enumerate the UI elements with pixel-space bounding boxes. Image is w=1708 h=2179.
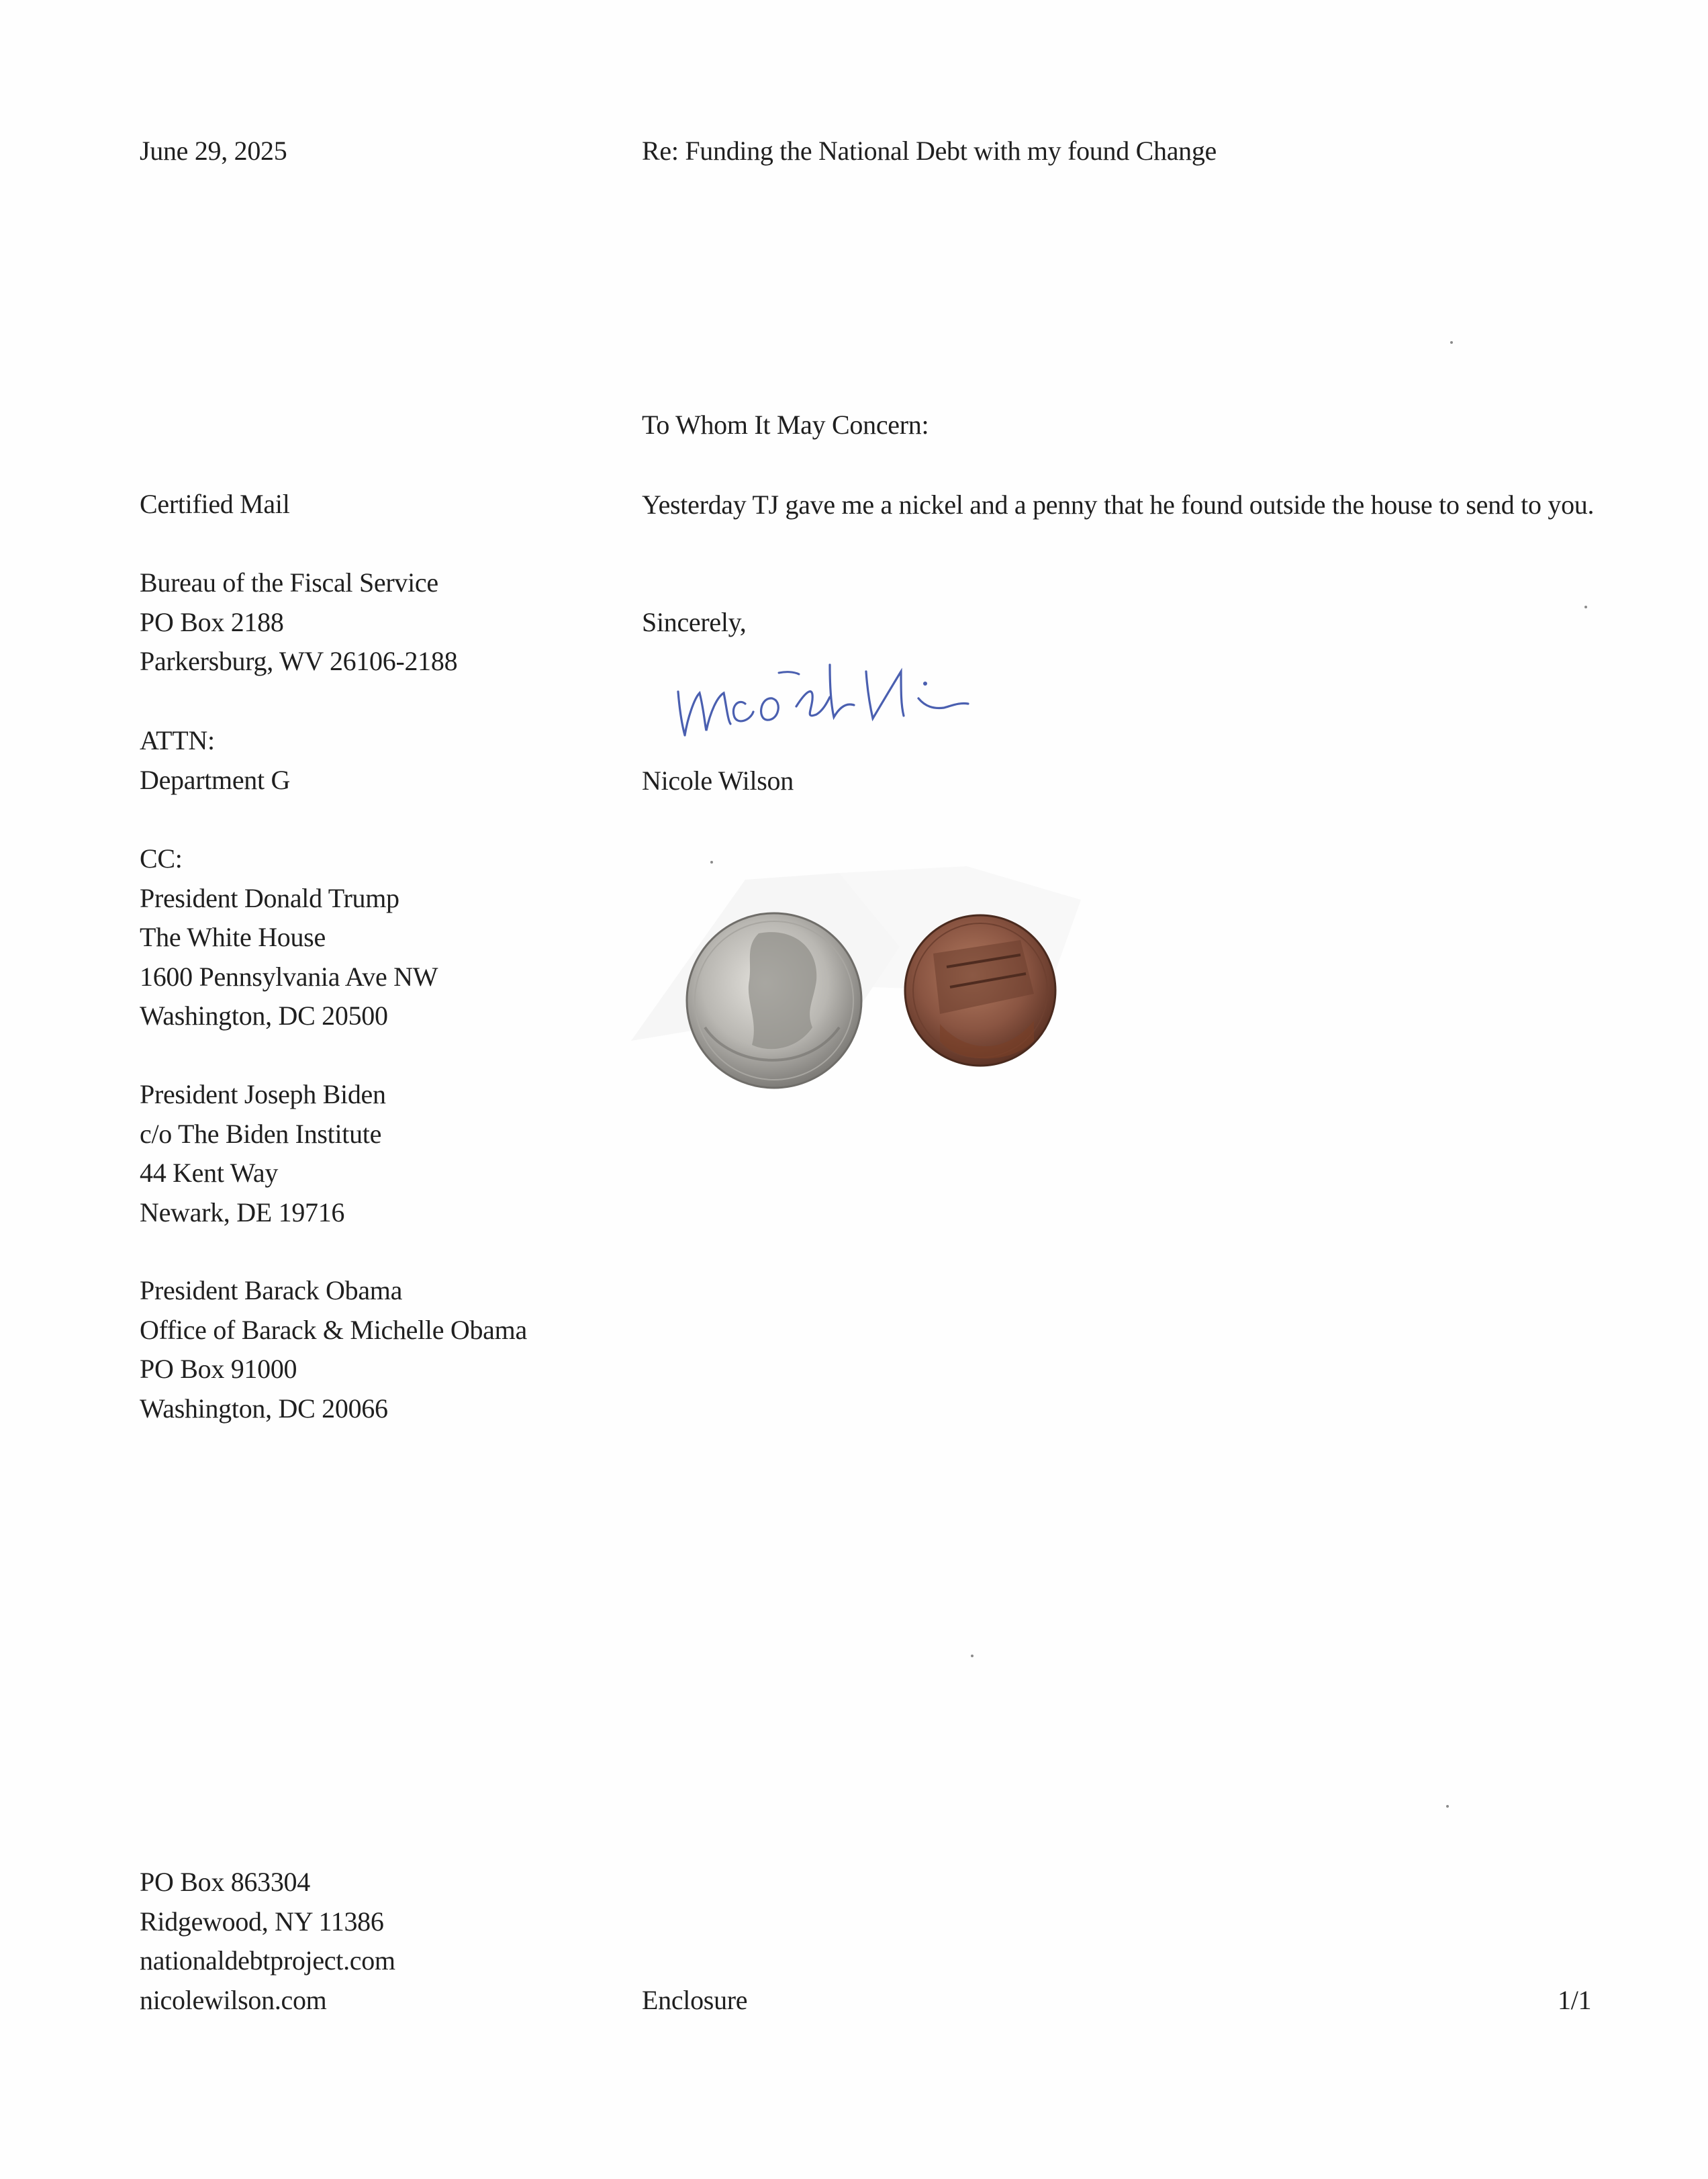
address-line: President Barack Obama [140,1275,403,1305]
sender-address [140,1863,395,2020]
address-line: PO Box 863304 [140,1867,310,1897]
address-line: Washington, DC 20500 [140,1001,388,1031]
cc-trump [140,839,438,1036]
enclosure-label: Enclosure [642,1985,748,2015]
website-link[interactable]: nationaldebtproject.com [140,1945,395,1976]
scan-speck [1446,1805,1449,1808]
address-line: President Joseph Biden [140,1079,386,1109]
address-line: Office of Barack & Michelle Obama [140,1314,527,1345]
closing: Sincerely, [642,607,747,637]
scan-speck [1450,341,1453,344]
letter-body: Yesterday TJ gave me a nickel and a penny that he found outside the house to send to you. [642,490,1595,520]
address-line: c/o The Biden Institute [140,1118,382,1149]
scan-speck [1584,606,1587,608]
mailing-method: Certified Mail [140,489,290,519]
page-number: 1/1 [1558,1985,1592,2015]
taped-coins-enclosure [618,853,1155,1095]
cc-biden [140,1075,386,1232]
address-line: The White House [140,922,326,952]
website-link[interactable]: nicolewilson.com [140,1984,327,2015]
penny-coin [905,915,1055,1066]
address-line: 44 Kent Way [140,1158,279,1188]
address-line: 1600 Pennsylvania Ave NW [140,961,438,992]
salutation: To Whom It May Concern: [642,410,929,440]
address-line: PO Box 2188 [140,606,284,637]
scan-speck [971,1655,974,1657]
address-line: Ridgewood, NY 11386 [140,1906,384,1937]
scan-speck [710,861,713,864]
address-line: Newark, DE 19716 [140,1197,345,1227]
attn-department: Department G [140,764,291,795]
address-line: President Donald Trump [140,882,399,913]
recipient-address [140,563,457,682]
address-line: Washington, DC 20066 [140,1393,388,1424]
letter-subject: Re: Funding the National Debt with my found Change [642,136,1217,166]
signer-name: Nicole Wilson [642,766,794,796]
address-line: PO Box 91000 [140,1354,297,1384]
cc-obama [140,1271,527,1428]
address-line: Bureau of the Fiscal Service [140,567,438,598]
attention-block [140,721,290,800]
attn-label: ATTN: [140,725,215,755]
address-line: Parkersburg, WV 26106-2188 [140,646,458,676]
cc-label: CC: [140,843,183,874]
handwritten-signature [665,645,987,752]
nickel-coin [687,913,861,1088]
letter-date: June 29, 2025 [140,136,287,166]
